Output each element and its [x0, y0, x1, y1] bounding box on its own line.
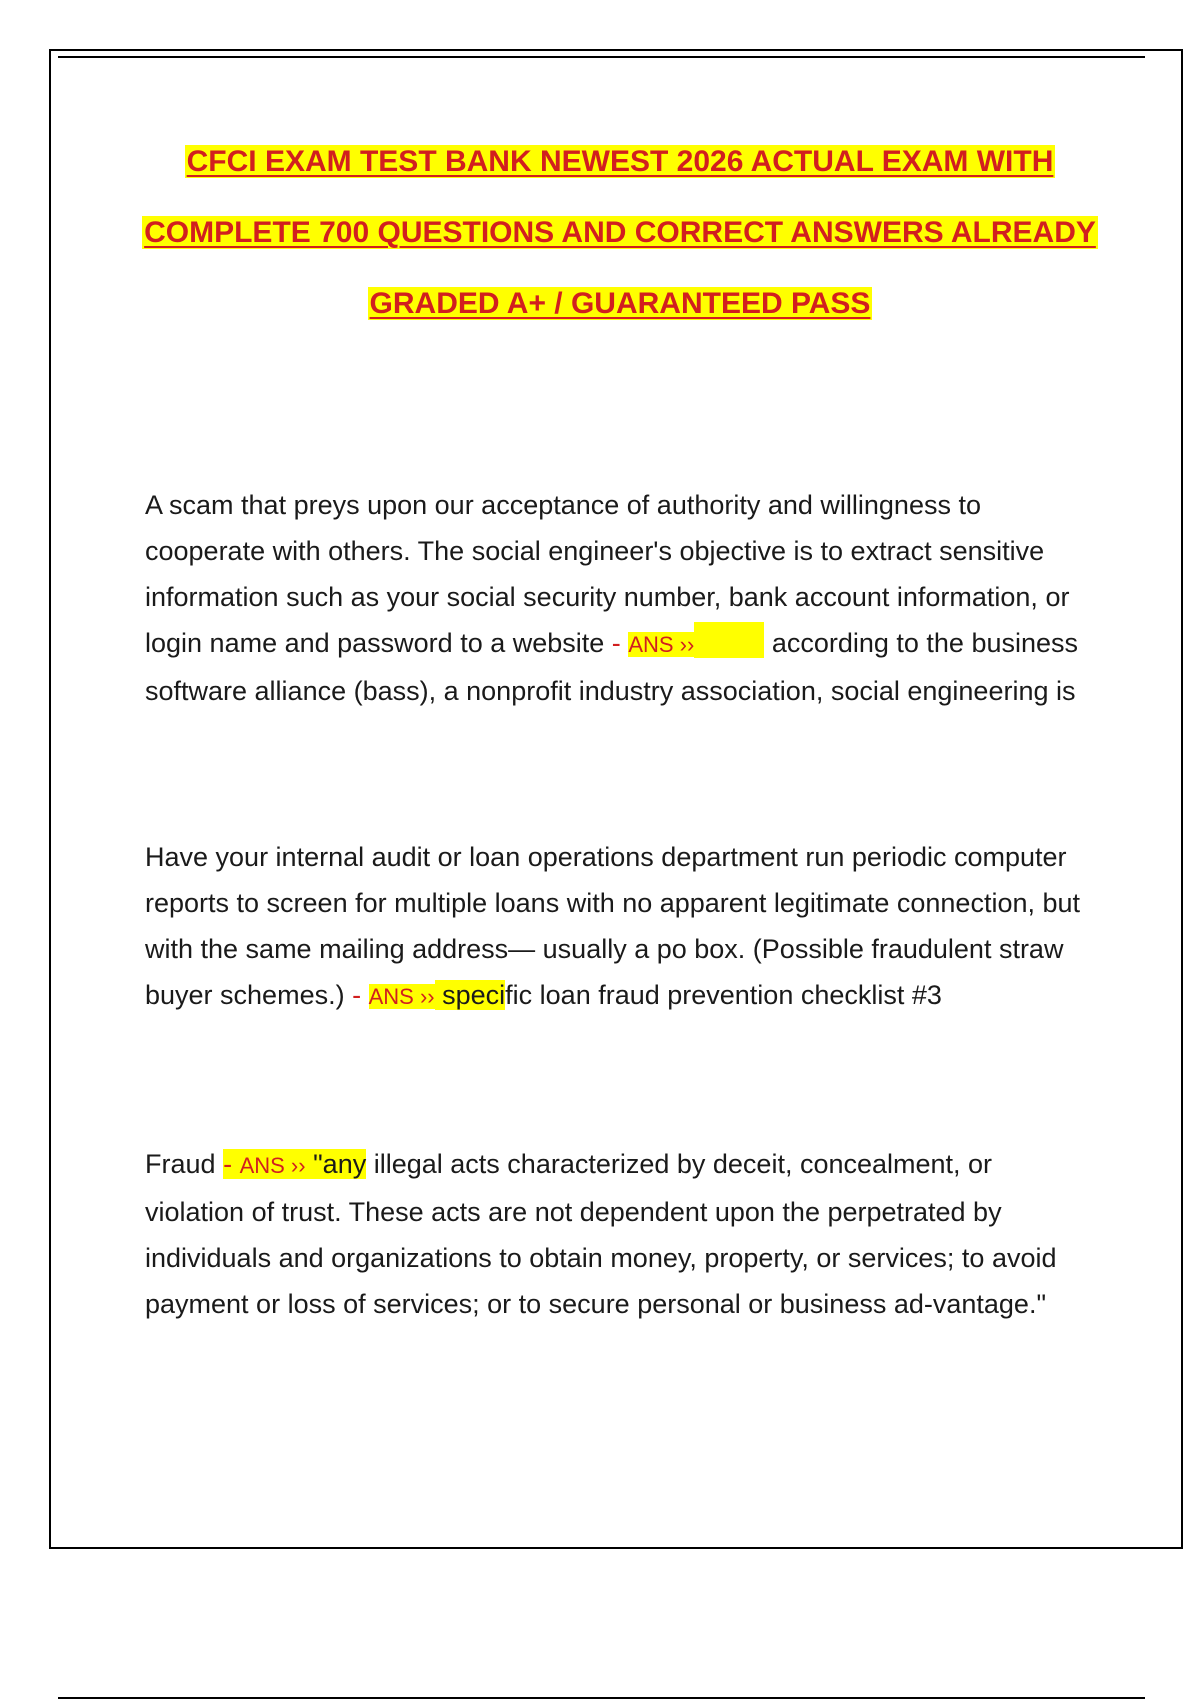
answer-text: illegal acts characterized by deceit, concealment, or violation of trust. These acts are not dependent upon the perpetrated by individuals and organizations to obtain money, property, or services; to avoid payment or loss of services; or to secure personal or business ad-vantage."	[145, 1149, 1057, 1319]
answer-text: according to the business software alliance (bass), a nonprofit industry association, social engineering is	[145, 628, 1079, 706]
answer-highlighted-text: "any	[313, 1149, 367, 1179]
question-text: A scam that preys upon our acceptance of authority and willingness to cooperate with others. The social engineer's objective is to extract sensitive information such as your social security number, bank account information, or login name and password to a website	[145, 490, 1070, 658]
ans-marker: ANS ››	[368, 984, 435, 1009]
top-rule	[58, 56, 1145, 58]
question-text: Have your internal audit or loan operations department run periodic computer reports to screen for multiple loans with no apparent legitimate connection, but with the same mailing address— usually a po box. (Possible fraudulent straw buyer schemes.)	[145, 842, 1081, 1010]
title-text-3: GRADED A+ / GUARANTEED PASS	[369, 287, 871, 320]
qa-item-2	[145, 834, 1095, 1020]
title-line-2	[100, 211, 1140, 260]
title-line-3	[100, 282, 1140, 331]
answer-highlight	[435, 980, 506, 1010]
qa-item-3	[145, 1141, 1095, 1327]
title-text-2: COMPLETE 700 QUESTIONS AND CORRECT ANSWERS ALREADY	[144, 216, 1096, 249]
answer-highlight	[223, 1149, 366, 1179]
question-text: Fraud	[145, 1149, 216, 1179]
answer-text: fic loan fraud prevention checklist #3	[505, 980, 942, 1010]
bottom-rule	[58, 1697, 1145, 1699]
answer-highlighted-text: speci	[442, 980, 506, 1010]
title-text-1: CFCI EXAM TEST BANK NEWEST 2026 ACTUAL EXAM WITH	[186, 145, 1054, 178]
qa-item-1	[145, 482, 1095, 714]
ans-marker: ANS ››	[239, 1153, 306, 1178]
ans-dash: -	[223, 1149, 233, 1179]
document-title	[100, 140, 1140, 353]
ans-marker: ANS ››	[628, 632, 695, 657]
title-line-1	[100, 140, 1140, 189]
answer-highlight	[694, 622, 764, 658]
ans-dash: -	[611, 628, 621, 658]
ans-dash: -	[352, 980, 362, 1010]
